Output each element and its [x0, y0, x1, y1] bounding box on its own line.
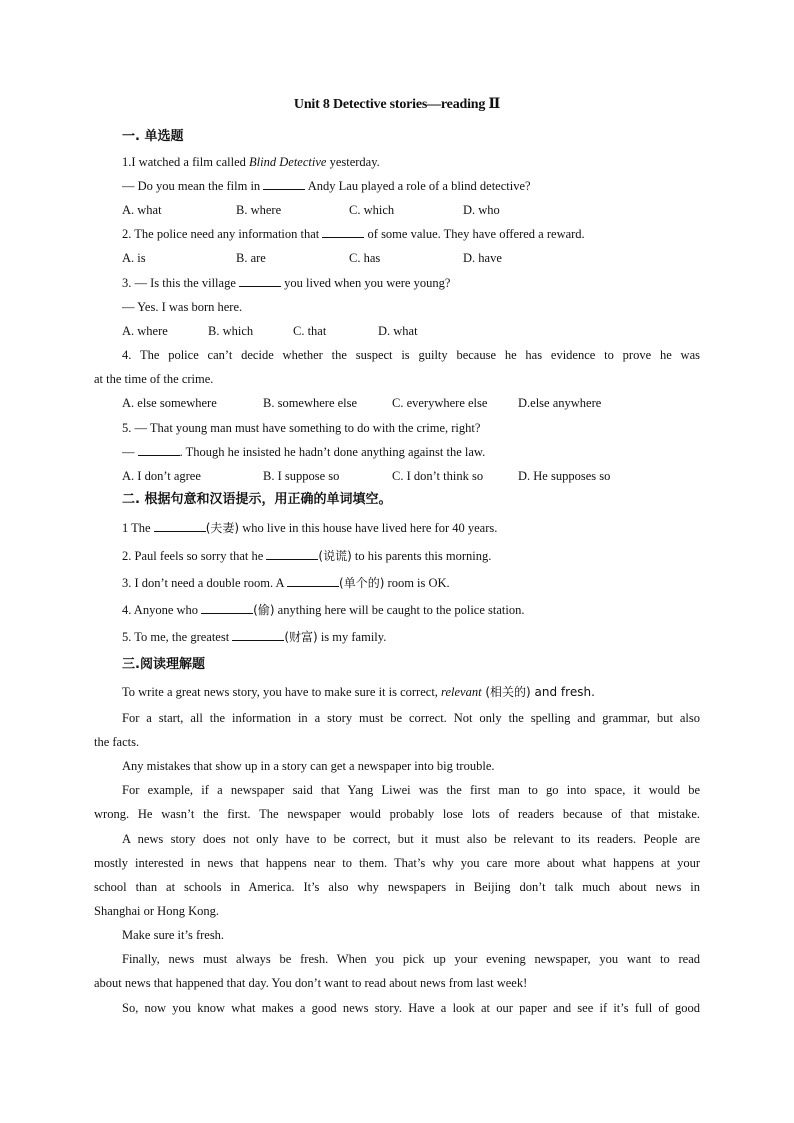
- reading-paragraph-5-line-1: A news story does not only have to be correct, but it must also be relevant to its readers. People are: [122, 832, 700, 846]
- question-5-line-2: — . Though he insisted he hadn’t done anything against the law.: [122, 445, 486, 459]
- question-4-line-2: at the time of the crime.: [94, 372, 214, 386]
- question-1-line-2: — Do you mean the film in Andy Lau played a role of a blind detective?: [122, 179, 531, 193]
- reading-paragraph-2-line-2: the facts.: [94, 735, 140, 749]
- option-d[interactable]: D. what: [378, 324, 418, 338]
- option-b[interactable]: B. are: [236, 251, 266, 265]
- question-5-line-1: 5. — That young man must have something to do with the crime, right?: [122, 421, 481, 435]
- option-c[interactable]: C. which: [349, 203, 395, 217]
- option-c[interactable]: C. that: [293, 324, 327, 338]
- reading-paragraph-7-line-2: about news that happened that day. You don’t want to read about news from last week!: [94, 976, 528, 990]
- reading-paragraph-4-line-2: wrong. He wasn’t the first. The newspaper would probably lose lots of readers because of that mistake.: [94, 807, 700, 821]
- answer-blank[interactable]: [266, 548, 318, 560]
- option-d[interactable]: D. He supposes so: [518, 469, 611, 483]
- option-a[interactable]: A. else somewhere: [122, 396, 217, 410]
- answer-blank[interactable]: [201, 602, 253, 614]
- option-a[interactable]: A. where: [122, 324, 168, 338]
- film-title: Blind Detective: [249, 155, 327, 169]
- option-b[interactable]: B. which: [208, 324, 254, 338]
- fill-question-2: 2. Paul feels so sorry that he (说谎) to his parents this morning.: [122, 549, 492, 563]
- reading-paragraph-5-line-4: Shanghai or Hong Kong.: [94, 904, 219, 918]
- answer-blank[interactable]: [287, 575, 339, 587]
- fill-question-5: 5. To me, the greatest (财富) is my family.: [122, 630, 387, 644]
- fill-question-3: 3. I don’t need a double room. A (单个的) room is OK.: [122, 576, 450, 590]
- option-c[interactable]: C. everywhere else: [392, 396, 488, 410]
- fill-question-4: 4. Anyone who (偷) anything here will be caught to the police station.: [122, 603, 525, 617]
- section-heading-fill-in: 二. 根据句意和汉语提示，用正确的单词填空。: [122, 492, 392, 507]
- option-c[interactable]: C. I don’t think so: [392, 469, 484, 483]
- option-b[interactable]: B. somewhere else: [263, 396, 358, 410]
- reading-paragraph-8-line-1: So, now you know what makes a good news story. Have a look at our paper and see if it’s full of good: [122, 1001, 700, 1015]
- option-d[interactable]: D. have: [463, 251, 502, 265]
- option-c[interactable]: C. has: [349, 251, 381, 265]
- reading-paragraph-4-line-1: For example, if a newspaper said that Yang Liwei was the first man to go into space, it would be: [122, 783, 700, 797]
- answer-blank[interactable]: [239, 275, 281, 287]
- question-1-line-1: 1.I watched a film called Blind Detective yesterday.: [122, 155, 380, 169]
- fill-question-1: 1 The (夫妻) who live in this house have lived here for 40 years.: [122, 521, 498, 535]
- answer-blank[interactable]: [263, 178, 305, 190]
- reading-paragraph-2-line-1: For a start, all the information in a story must be correct. Not only the spelling and grammar, but also: [122, 711, 700, 725]
- reading-paragraph-7-line-1: Finally, news must always be fresh. When you pick up your evening newspaper, you want to read: [122, 952, 700, 966]
- question-2: 2. The police need any information that of some value. They have offered a reward.: [122, 227, 585, 241]
- reading-paragraph-6: Make sure it’s fresh.: [122, 928, 225, 942]
- question-3-line-2: — Yes. I was born here.: [122, 300, 243, 314]
- question-3-line-1: 3. — Is this the village you lived when you were young?: [122, 276, 451, 290]
- option-b[interactable]: B. where: [236, 203, 282, 217]
- option-d[interactable]: D. who: [463, 203, 500, 217]
- section-heading-reading: 三.阅读理解题: [122, 657, 205, 672]
- reading-paragraph-3: Any mistakes that show up in a story can get a newspaper into big trouble.: [122, 759, 495, 773]
- answer-blank[interactable]: [154, 520, 206, 532]
- answer-blank[interactable]: [138, 444, 180, 456]
- option-d[interactable]: D.else anywhere: [518, 396, 602, 410]
- reading-paragraph-5-line-3: school than at schools in America. It’s also why newspapers in Beijing don’t talk much about news in: [94, 880, 700, 894]
- section-heading-single-choice: 一. 单选题: [122, 129, 184, 144]
- option-a[interactable]: A. what: [122, 203, 162, 217]
- question-4-line-1: 4. The police can’t decide whether the suspect is guilty because he has evidence to prove he was: [122, 348, 700, 362]
- option-a[interactable]: A. is: [122, 251, 146, 265]
- option-b[interactable]: B. I suppose so: [263, 469, 340, 483]
- page-title: Unit 8 Detective stories—reading Ⅱ: [293, 97, 501, 112]
- option-a[interactable]: A. I don’t agree: [122, 469, 201, 483]
- answer-blank[interactable]: [232, 629, 284, 641]
- answer-blank[interactable]: [322, 226, 364, 238]
- reading-paragraph-1: To write a great news story, you have to make sure it is correct, relevant (相关的) and fresh.: [122, 685, 595, 699]
- reading-paragraph-5-line-2: mostly interested in news that happens near to them. That’s why you care more about what happens at your: [94, 856, 700, 870]
